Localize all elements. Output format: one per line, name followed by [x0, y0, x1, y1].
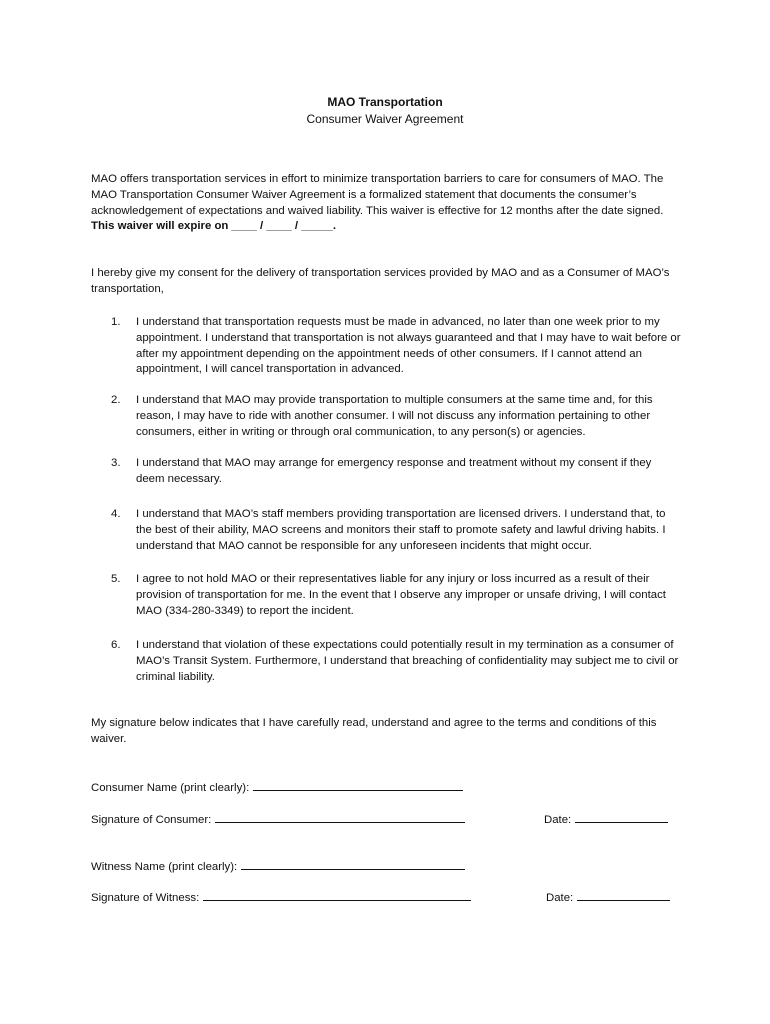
consumer-date-line[interactable]	[575, 811, 668, 823]
consumer-date-field	[544, 811, 668, 829]
list-item-number: 3.	[111, 457, 121, 469]
consumer-signature-line[interactable]	[215, 811, 465, 823]
list-item-text: I agree to not hold MAO or their representatives liable for any injury or loss incurred as a result of their provision of transportation for me. In the event that I observe any improper or unsafe driving, I will contact MAO (334-280-3349) to report the incident.	[136, 573, 666, 617]
expiry-statement: This waiver will expire on ____ / ____ / _____.	[91, 220, 337, 233]
consumer-signature-field	[91, 811, 465, 829]
list-item-text: I understand that violation of these expectations could potentially result in my termination as a consumer of MAO’s Transit System. Furthermore, I understand that breaching of confidentiality may subject me to civil or criminal liability.	[136, 639, 679, 683]
intro-paragraph	[91, 172, 683, 235]
document-title: MAO Transportation	[327, 95, 443, 109]
list-item-number: 1.	[111, 316, 121, 328]
list-item-text: I understand that MAO may arrange for emergency response and treatment without my consent if they deem necessary.	[136, 457, 652, 485]
intro-text: MAO offers transportation services in effort to minimize transportation barriers to care for consumers of MAO. The MAO Transportation Consumer Waiver Agreement is a formalized statement that documents the consumer’s acknowledgement of expectations and waived liability. This waiver is effective for 12 months after the date signed.	[91, 173, 664, 217]
witness-signature-field	[91, 889, 471, 907]
witness-name-label: Witness Name (print clearly):	[91, 861, 238, 873]
document-subtitle: Consumer Waiver Agreement	[306, 112, 464, 126]
document-header	[0, 94, 770, 127]
list-item-number: 5.	[111, 573, 121, 585]
witness-signature-line[interactable]	[203, 889, 471, 901]
closing-paragraph: My signature below indicates that I have carefully read, understand and agree to the terms and conditions of this waiver.	[91, 717, 657, 745]
consumer-name-field	[91, 779, 463, 797]
consumer-signature-label: Signature of Consumer:	[91, 814, 212, 826]
witness-signature-label: Signature of Witness:	[91, 892, 200, 904]
list-item-text: I understand that MAO’s staff members providing transportation are licensed drivers. I understand that, to the best of their ability, MAO screens and monitors their staff to promote safety and lawful driving habits. I understand that MAO cannot be responsible for any unforeseen incidents that might occur.	[136, 508, 666, 552]
list-item-number: 2.	[111, 394, 121, 406]
consumer-name-line[interactable]	[253, 779, 463, 791]
consumer-date-label: Date:	[544, 814, 572, 826]
consumer-name-label: Consumer Name (print clearly):	[91, 782, 250, 794]
list-item-number: 4.	[111, 508, 121, 520]
list-item-text: I understand that transportation requests must be made in advanced, no later than one week prior to my appointment. I understand that transportation is not always guaranteed and that I may have to wait before or after my appointment depending on the appointment needs of other consumers. If I cannot attend an appointment, I will cancel transportation in advanced.	[136, 316, 681, 376]
witness-date-field	[546, 889, 670, 907]
witness-name-line[interactable]	[241, 858, 465, 870]
list-item-number: 6.	[111, 639, 121, 651]
witness-name-field	[91, 858, 465, 876]
witness-date-line[interactable]	[577, 889, 670, 901]
consent-paragraph: I hereby give my consent for the delivery of transportation services provided by MAO and as a Consumer of MAO’s transportation,	[91, 267, 670, 295]
witness-date-label: Date:	[546, 892, 574, 904]
list-item-text: I understand that MAO may provide transportation to multiple consumers at the same time and, for this reason, I may have to ride with another consumer. I will not discuss any information pertaining to other consumers, either in writing or through oral communication, to any person(s) or agencies.	[136, 394, 653, 438]
